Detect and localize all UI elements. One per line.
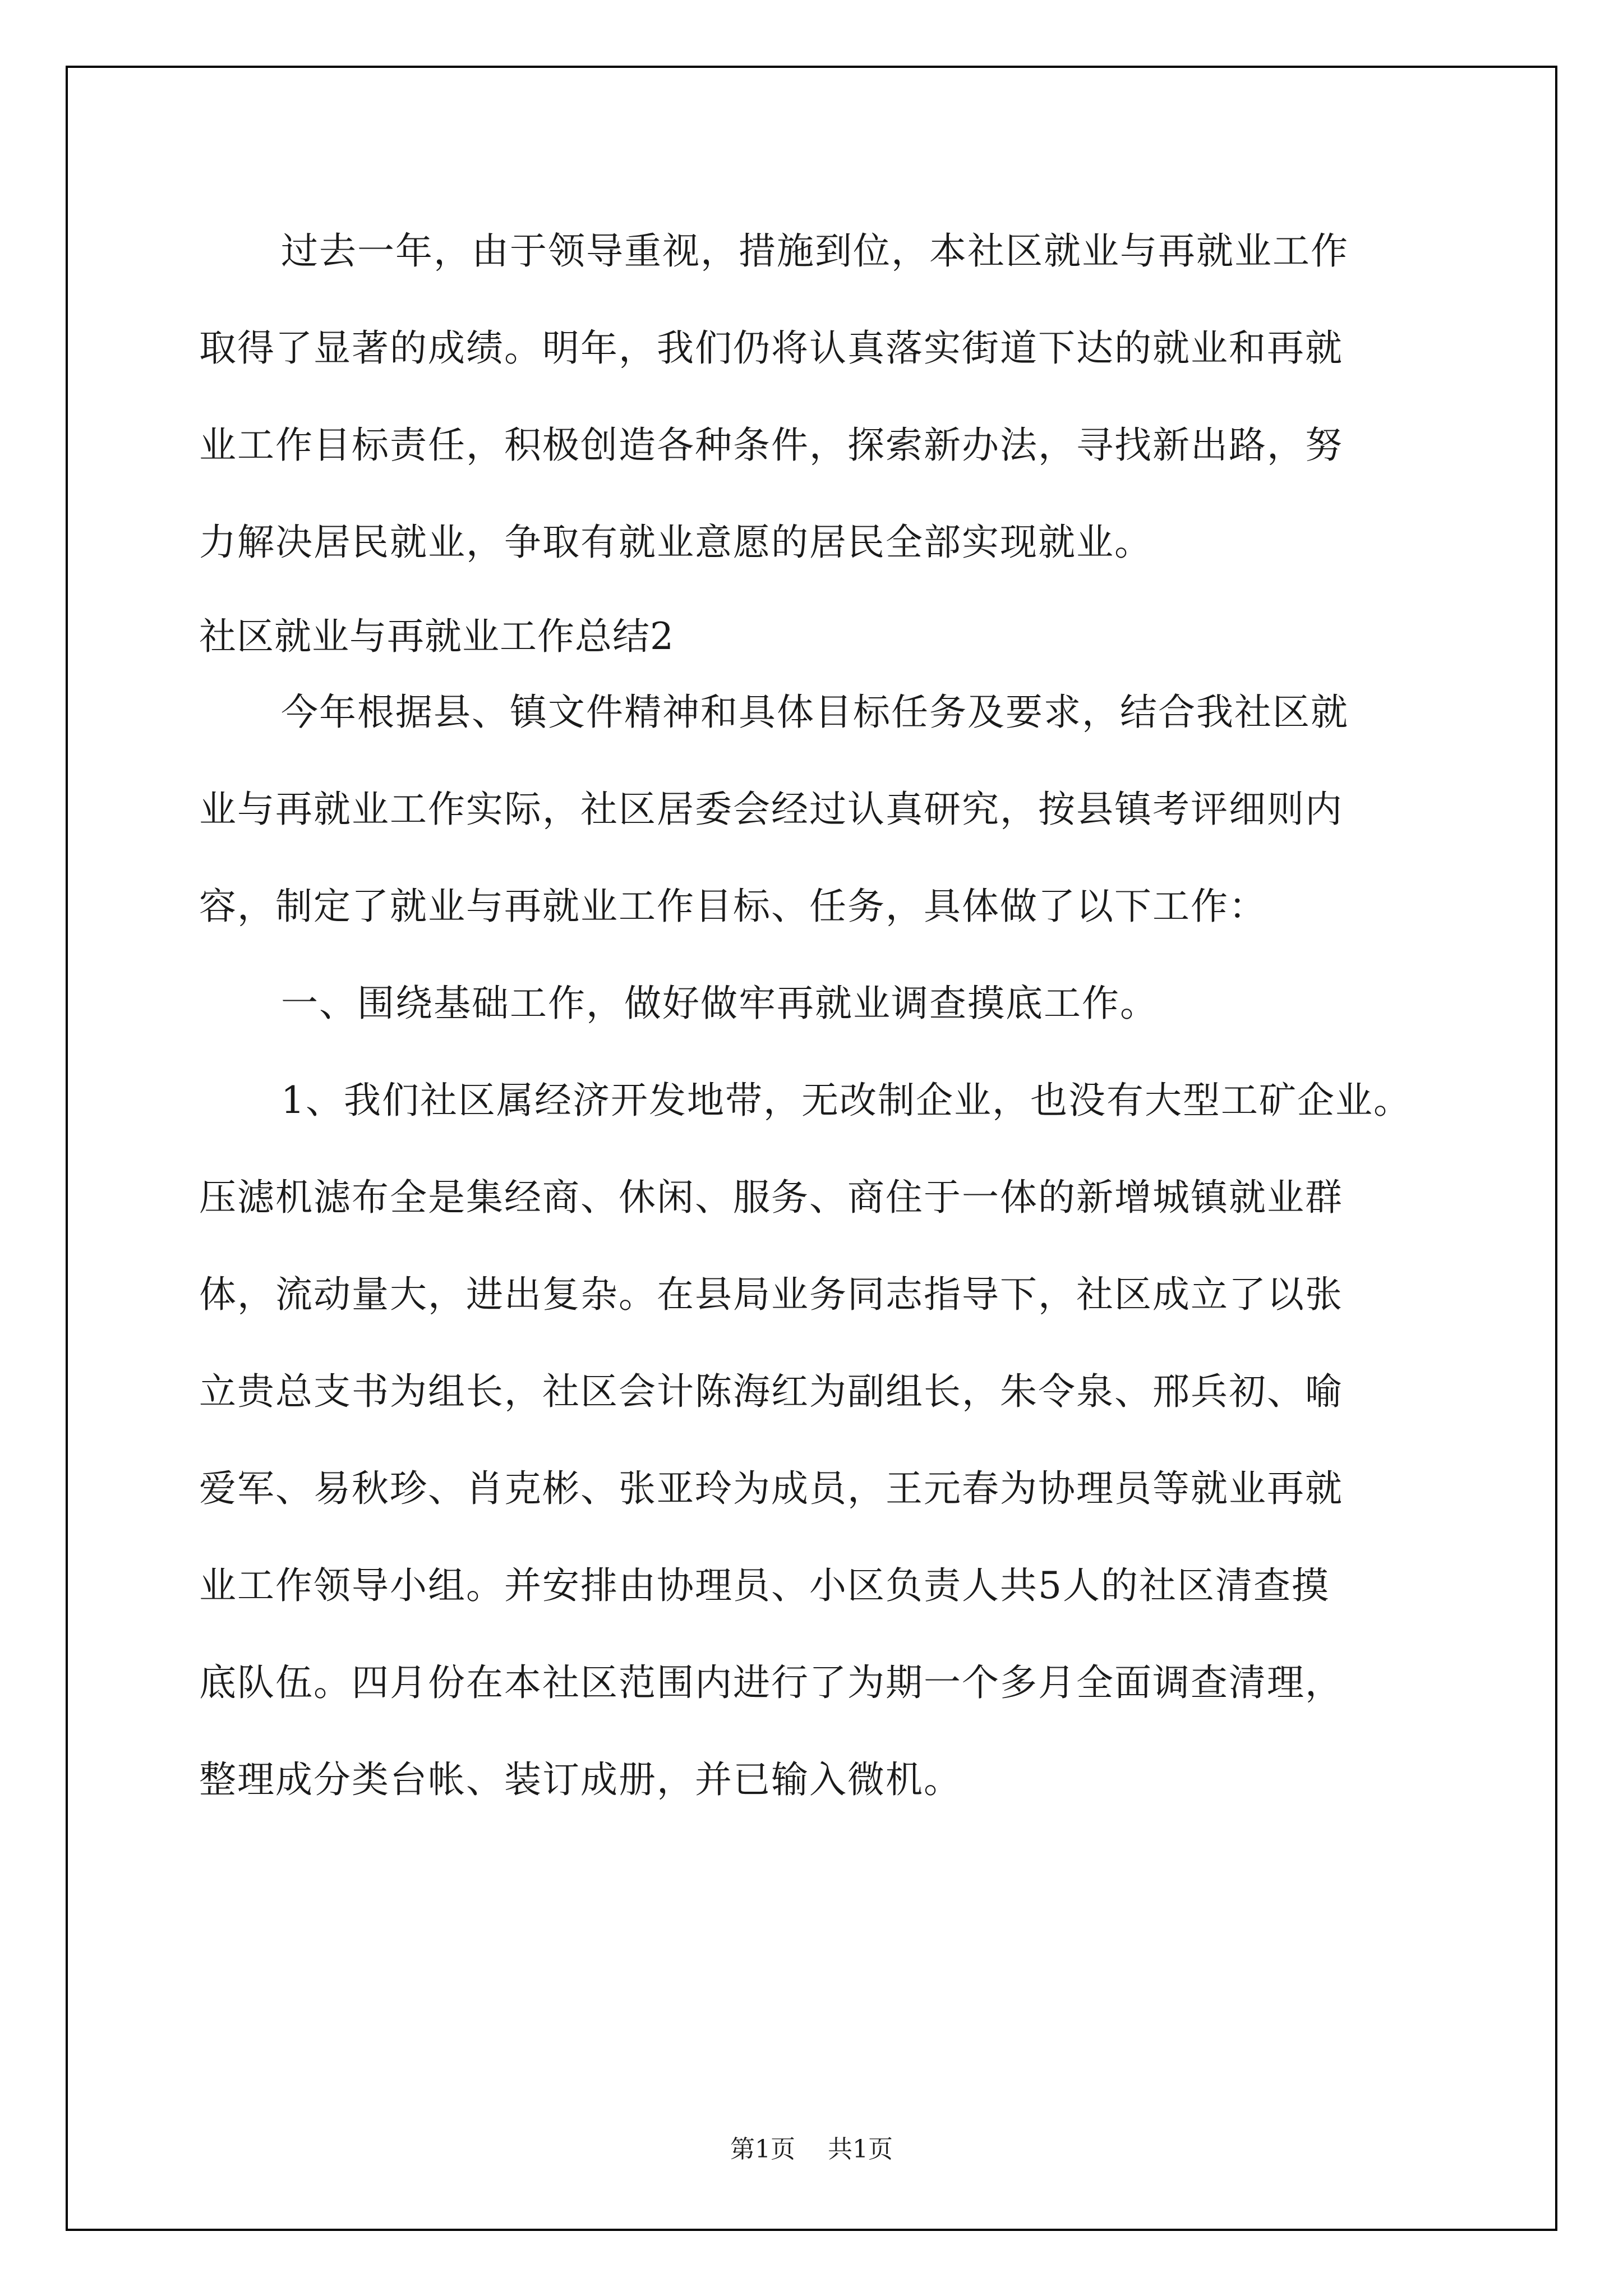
- page-total: 共1页: [828, 2135, 893, 2164]
- page-number: 第1页: [730, 2135, 795, 2164]
- paragraph-line: 压滤机滤布全是集经商、休闲、服务、商住于一体的新增城镇就业群: [199, 1176, 1343, 1219]
- document-body: [199, 212, 1427, 1838]
- paragraph-line: 整理成分类台帐、装订成册，并已输入微机。: [199, 1758, 962, 1801]
- paragraph-line: 1、我们社区属经济开发地带，无改制企业，也没有大型工矿企业。: [281, 1079, 1412, 1122]
- section-heading: 社区就业与再就业工作总结2: [199, 615, 674, 658]
- paragraph-line: 取得了显著的成绩。明年，我们仍将认真落实街道下达的就业和再就: [199, 326, 1343, 370]
- paragraph-line: 今年根据县、镇文件精神和具体目标任务及要求，结合我社区就: [281, 691, 1349, 734]
- paragraph-line: 业工作目标责任，积极创造各种条件，探索新办法，寻找新出路，努: [199, 424, 1343, 467]
- paragraph-line: 爱军、易秋珍、肖克彬、张亚玲为成员，王元春为协理员等就业再就: [199, 1467, 1343, 1510]
- paragraph-line: 力解决居民就业，争取有就业意愿的居民全部实现就业。: [199, 521, 1152, 564]
- paragraph-line: 业工作领导小组。并安排由协理员、小区负责人共5人的社区清查摸: [199, 1564, 1330, 1607]
- paragraph-line: 体，流动量大，进出复杂。在县局业务同志指导下，社区成立了以张: [199, 1273, 1343, 1316]
- paragraph-line: 立贵总支书为组长，社区会计陈海红为副组长，朱令泉、邢兵初、喻: [199, 1370, 1343, 1413]
- paragraph-line: 容，制定了就业与再就业工作目标、任务，具体做了以下工作：: [199, 885, 1267, 928]
- paragraph-line: 过去一年，由于领导重视，措施到位，本社区就业与再就业工作: [281, 229, 1349, 273]
- paragraph-line: 一、围绕基础工作，做好做牢再就业调查摸底工作。: [281, 982, 1158, 1025]
- page-footer: [0, 2129, 1623, 2165]
- paragraph-line: 业与再就业工作实际，社区居委会经过认真研究，按县镇考评细则内: [199, 788, 1343, 831]
- paragraph-line: 底队伍。四月份在本社区范围内进行了为期一个多月全面调查清理，: [199, 1661, 1343, 1704]
